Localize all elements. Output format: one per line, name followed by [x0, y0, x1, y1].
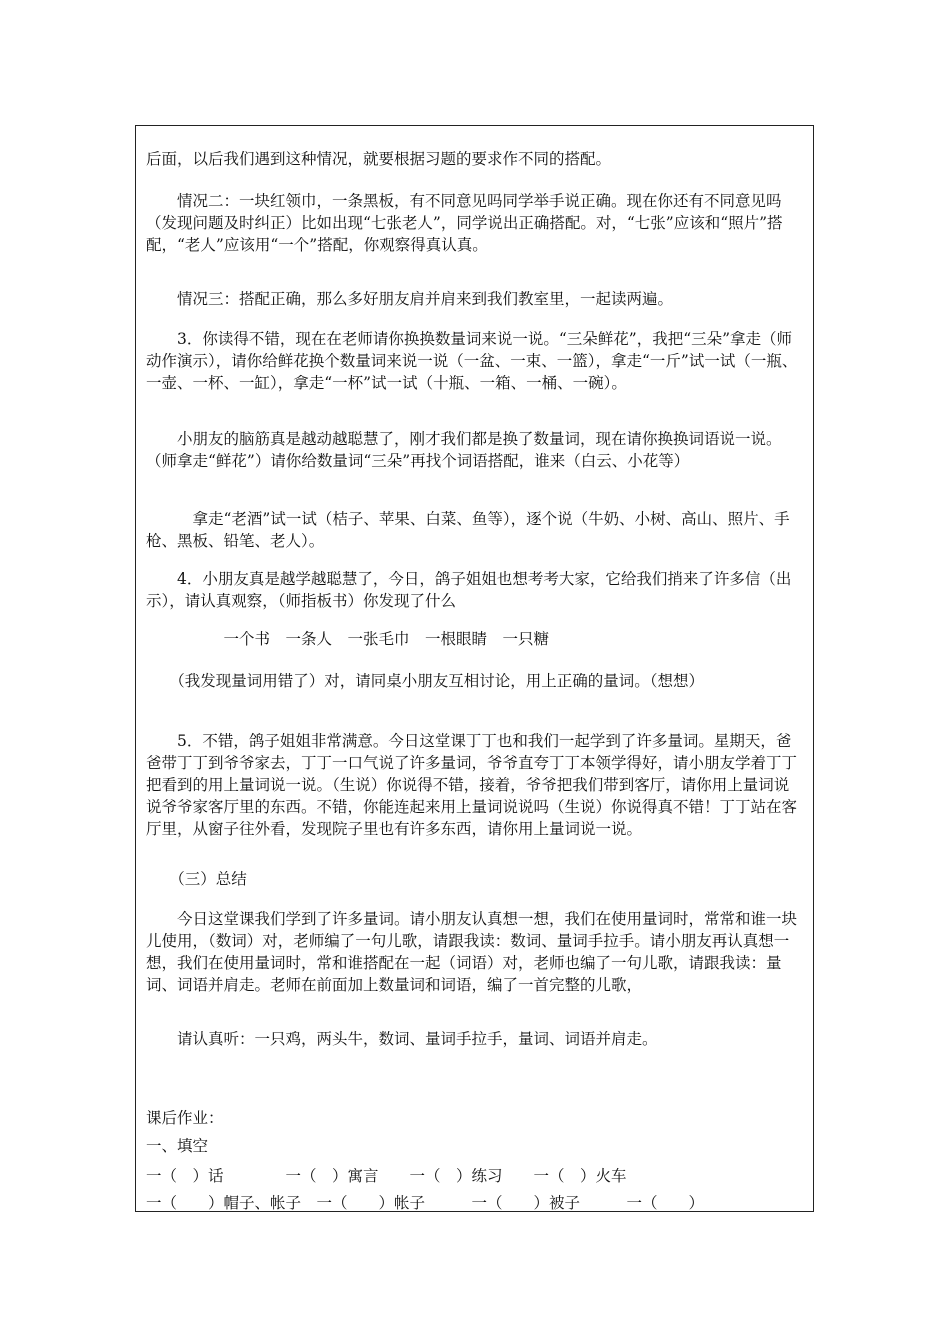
paragraph-intro: 后面，以后我们遇到这种情况，就要根据习题的要求作不同的搭配。	[146, 150, 612, 168]
homework-heading: 课后作业：	[146, 1109, 224, 1127]
homework-fill-row-2: 一（ ）帽子、帐子 一（ ）帐子 一（ ）被子 一（ ）	[146, 1194, 705, 1212]
document-frame	[135, 125, 814, 1212]
paragraph-step-three: 3．你读得不错，现在在老师请你换换数量词来说一说。“三朵鲜花”，我把“三朵”拿走（师动作演示），请你给鲜花换个数量词来说一说（一盆、一束、一篮），拿走“一斤”试一试（一瓶、一壶、一杯、一缸），拿走“一杯”试一试（十瓶、一箱、一桶、一碗）。	[146, 330, 798, 392]
paragraph-summary: 今日这堂课我们学到了许多量词。请小朋友认真想一想，我们在使用量词时，常常和谁一块儿使用，（数词）对，老师编了一句儿歌，请跟我读：数词、量词手拉手。请小朋友再认真想一想，我们在使用量词时，常和谁搭配在一起（词语）对，老师也编了一句儿歌，请跟我读：量词、词语并肩走。老师在前面加上数量词和词语，编了一首完整的儿歌，	[146, 910, 798, 994]
paragraph-take-away: 拿走“老酒”试一试（桔子、苹果、白菜、鱼等），逐个说（牛奶、小树、高山、照片、手枪、黑板、铅笔、老人）。	[146, 510, 790, 550]
paragraph-step-five: 5．不错，鸽子姐姐非常满意。今日这堂课丁丁也和我们一起学到了许多量词。星期天，爸爸带丁丁到爷爷家去，丁丁一口气说了许多量词，爷爷直夸丁丁本领学得好，请小朋友学着丁丁把看到的用上量词说一说。（生说）你说得不错，接着，爷爷把我们带到客厅，请你用上量词说说爷爷家客厅里的东西。不错，你能连起来用上量词说说吗（生说）你说得真不错！丁丁站在客厅里，从窗子往外看，发现院子里也有许多东西，请你用上量词说一说。	[146, 732, 798, 838]
homework-fill-blank-heading: 一、填空	[146, 1137, 209, 1155]
paragraph-rhyme: 请认真听：一只鸡，两头牛，数词、量词手拉手，量词、词语并肩走。	[146, 1030, 658, 1048]
paragraph-case-three: 情况三：搭配正确，那么多好朋友肩并肩来到我们教室里，一起读两遍。	[146, 290, 674, 308]
paragraph-discussion: （我发现量词用错了）对，请同桌小朋友互相讨论，用上正确的量词。（想想）	[146, 672, 705, 690]
section-summary-heading: （三）总结	[146, 870, 247, 888]
homework-fill-row-1: 一（ ）话 一（ ）寓言 一（ ）练习 一（ ）火车	[146, 1167, 627, 1185]
paragraph-step-four: 4．小朋友真是越学越聪慧了，今日，鸽子姐姐也想考考大家，它给我们捎来了许多信（出示），请认真观察，（师指板书）你发现了什么	[146, 570, 792, 610]
paragraph-case-two: 情况二：一块红领巾，一条黑板，有不同意见吗同学举手说正确。现在你还有不同意见吗（发现问题及时纠正）比如出现“七张老人”，同学说出正确搭配。对，“七张”应该和“照片”搭配，“老人”应该用“一个”搭配，你观察得真认真。	[146, 192, 783, 254]
board-examples-line: 一个书 一条人 一张毛巾 一根眼睛 一只糖	[146, 630, 550, 648]
paragraph-change-words: 小朋友的脑筋真是越动越聪慧了，刚才我们都是换了数量词，现在请你换换词语说一说。（师拿走“鲜花”）请你给数量词“三朵”再找个词语搭配，谁来（白云、小花等）	[146, 430, 782, 470]
